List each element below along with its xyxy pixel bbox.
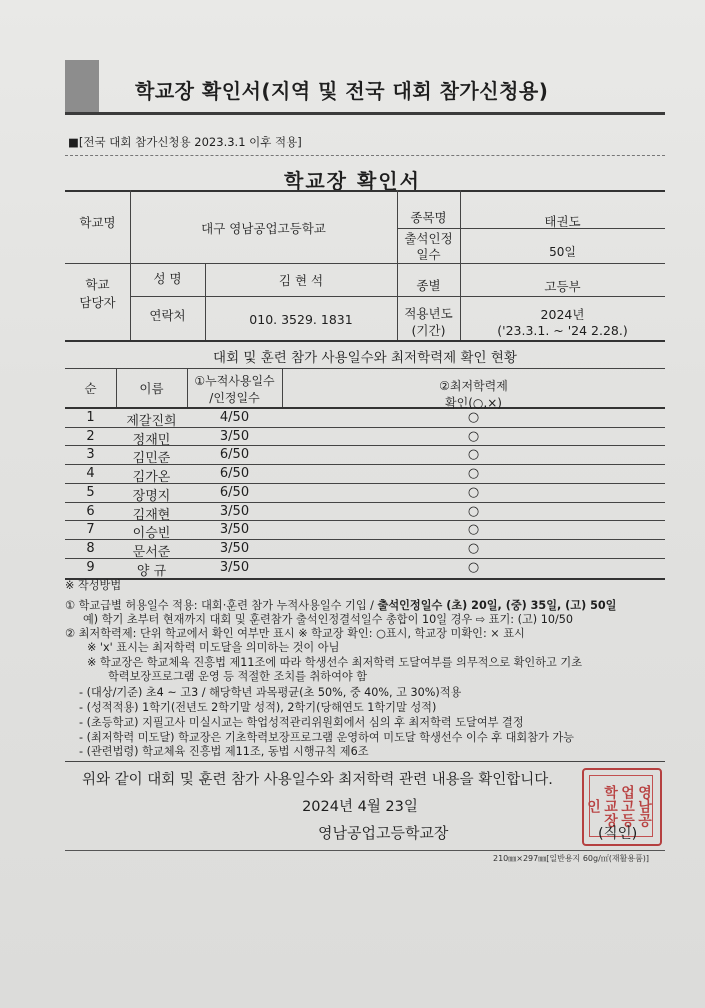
- note-7: - (초등학교) 지필고사 미실시교는 학업성적관리위원회에서 심의 후 최저학력 도달여부 결정: [79, 716, 524, 729]
- status-header-top-border: [65, 368, 665, 369]
- note-8: - (최저학력 미도달) 학교장은 기초학력보장프로그램 운영하여 미도달 학생선수 이수 후 대회참가 가능: [79, 731, 574, 744]
- col-check-header-2: 확인(○,×): [445, 396, 502, 410]
- notes-heading: ※ 작성방법: [65, 579, 122, 592]
- name-value: 김 현 석: [278, 273, 324, 288]
- header-underline: [65, 112, 665, 115]
- row-divider: [65, 464, 665, 465]
- event-value: 태권도: [544, 214, 581, 229]
- note-4a: ※ 학교장은 학교체육 진흥법 제11조에 따라 학생선수 최저학력 도달여부를 의무적으로 확인하고 기초: [87, 656, 583, 669]
- attendance-label-1: 출석인정: [404, 231, 453, 246]
- status-title: 대회 및 훈련 참가 사용일수와 최저학력제 확인 현황: [213, 350, 517, 366]
- info-line-school: [65, 263, 665, 264]
- col-check-header-1: ②최저학력제: [439, 379, 508, 393]
- row-days: 3/50: [219, 522, 250, 538]
- header-title: 학교장 확인서(지역 및 전국 대회 참가신청용): [135, 79, 549, 103]
- row-divider: [65, 502, 665, 503]
- document-title: 학교장 확인서: [284, 169, 421, 193]
- confirmation-statement: 위와 같이 대회 및 훈련 참가 사용일수와 최저학력 관련 내용을 확인합니다.: [82, 772, 553, 788]
- note-9: - (관련법령) 학교체육 진흥법 제11조, 동법 시행규칙 제6조: [79, 745, 369, 758]
- row-number: 6: [86, 503, 95, 519]
- row-check-mark: ○: [467, 410, 480, 425]
- row-name: 양 규: [136, 563, 167, 579]
- row-name: 문서준: [132, 544, 171, 560]
- notes-bottom-border: [65, 761, 665, 762]
- note-5: - (대상/기준) 초4 ~ 고3 / 해당학년 과목평균(초 50%, 중 40%, 고 30%)적용: [79, 686, 462, 699]
- info-table-top-border: [65, 190, 665, 192]
- applicability-note: ■[전국 대회 참가신청용 2023.3.1 이후 적용]: [68, 135, 302, 149]
- attendance-value: 50일: [549, 245, 576, 259]
- col-no-header: 순: [84, 381, 97, 396]
- row-days: 3/50: [219, 559, 250, 575]
- year-value-1: 2024년: [540, 307, 585, 322]
- row-check-mark: ○: [467, 466, 480, 482]
- row-divider: [65, 427, 665, 428]
- col-days-header-2: /인정일수: [209, 391, 260, 405]
- name-label: 성 명: [153, 271, 182, 286]
- year-value-2: ('23.3.1. ~ '24 2.28.): [497, 323, 628, 338]
- row-number: 5: [86, 484, 95, 500]
- school-label: 학교명: [79, 215, 116, 230]
- row-number: 9: [86, 559, 95, 575]
- row-check-mark: ○: [467, 540, 480, 556]
- status-table-bottom-border: [65, 578, 665, 580]
- row-days: 3/50: [219, 428, 250, 444]
- row-name: 김민준: [132, 451, 171, 467]
- row-days: 3/50: [219, 540, 250, 556]
- note-1a-text: ① 학교급별 허용일수 적용: 대회·훈련 참가 누적사용일수 기입 /: [65, 599, 378, 612]
- row-check-mark: ○: [467, 522, 480, 538]
- contact-value: 010. 3529. 1831: [249, 312, 353, 327]
- note-6: - (성적적용) 1학기(전년도 2학기말 성적), 2학기(당해연도 1학기말 성적): [79, 701, 437, 714]
- seal-lettering: 영남공업고등학교장인: [585, 785, 652, 827]
- row-days: 4/50: [219, 410, 250, 425]
- principal-title: 영남공업고등학교장: [318, 824, 449, 842]
- row-divider: [65, 539, 665, 540]
- event-label: 종목명: [410, 210, 447, 225]
- paper-spec-note: 210㎜×297㎜[일반용지 60g/㎡(재활용품)]: [493, 854, 650, 863]
- row-name: 김재현: [132, 507, 171, 523]
- row-days: 6/50: [219, 447, 250, 463]
- row-number: 8: [86, 540, 95, 556]
- row-check-mark: ○: [467, 503, 480, 519]
- division-label: 종별: [416, 278, 441, 293]
- row-number: 3: [86, 447, 95, 463]
- year-label-1: 적용년도: [404, 306, 453, 321]
- row-name: 장명지: [132, 488, 171, 504]
- row-days: 6/50: [219, 484, 250, 500]
- row-name: 정재민: [132, 432, 171, 448]
- footer-divider: [65, 850, 665, 851]
- row-number: 2: [86, 428, 95, 444]
- note-1b-bold: 출석인정일수 (초) 20일, (중) 35일, (고) 50일: [377, 599, 617, 612]
- row-check-mark: ○: [467, 428, 480, 444]
- manager-label-2: 담당자: [79, 295, 116, 310]
- confirmation-date: 2024년 4월 23일: [302, 799, 418, 815]
- row-number: 1: [86, 410, 95, 425]
- row-name: 이승빈: [132, 526, 171, 542]
- attendance-label-2: 일수: [416, 247, 441, 262]
- school-value: 대구 영남공업고등학교: [201, 221, 326, 236]
- note-1a: [65, 599, 616, 614]
- col-days-header-1: ①누적사용일수: [194, 374, 275, 388]
- row-divider: [65, 558, 665, 559]
- row-number: 7: [86, 522, 95, 538]
- row-divider: [65, 483, 665, 484]
- row-days: 6/50: [219, 466, 250, 482]
- row-name: 제갈진희: [126, 414, 177, 429]
- row-check-mark: ○: [467, 447, 480, 463]
- manager-label-1: 학교: [85, 277, 110, 292]
- row-days: 3/50: [219, 503, 250, 519]
- note-2: ② 최저학력제: 단위 학교에서 확인 여부만 표시 ※ 학교장 확인: ○표시, 학교장 미확인: × 표시: [65, 627, 525, 640]
- dotted-divider: [65, 155, 665, 156]
- header-gray-block: [65, 60, 99, 114]
- division-value: 고등부: [544, 279, 581, 294]
- row-divider: [65, 445, 665, 446]
- row-number: 4: [86, 466, 95, 482]
- row-name: 김가온: [132, 470, 171, 486]
- note-3: ※ 'x' 표시는 최저학력 미도달을 의미하는 것이 아님: [87, 641, 340, 654]
- note-4b: 학력보장프로그램 운영 등 적절한 조치를 취하여야 함: [108, 670, 368, 683]
- row-divider: [65, 520, 665, 521]
- note-1c: 예) 학기 초부터 현재까지 대회 및 훈련참가 출석인정결석일수 총합이 10일 경우 ⇨ 표기: (고) 10/50: [83, 613, 573, 626]
- row-check-mark: ○: [467, 484, 480, 500]
- col-name-header: 이름: [139, 381, 164, 396]
- contact-label: 연락처: [149, 308, 186, 323]
- year-label-2: (기간): [411, 323, 446, 338]
- seal-label: (직인): [598, 826, 638, 842]
- info-table-bottom-border: [65, 340, 665, 342]
- row-check-mark: ○: [467, 559, 480, 575]
